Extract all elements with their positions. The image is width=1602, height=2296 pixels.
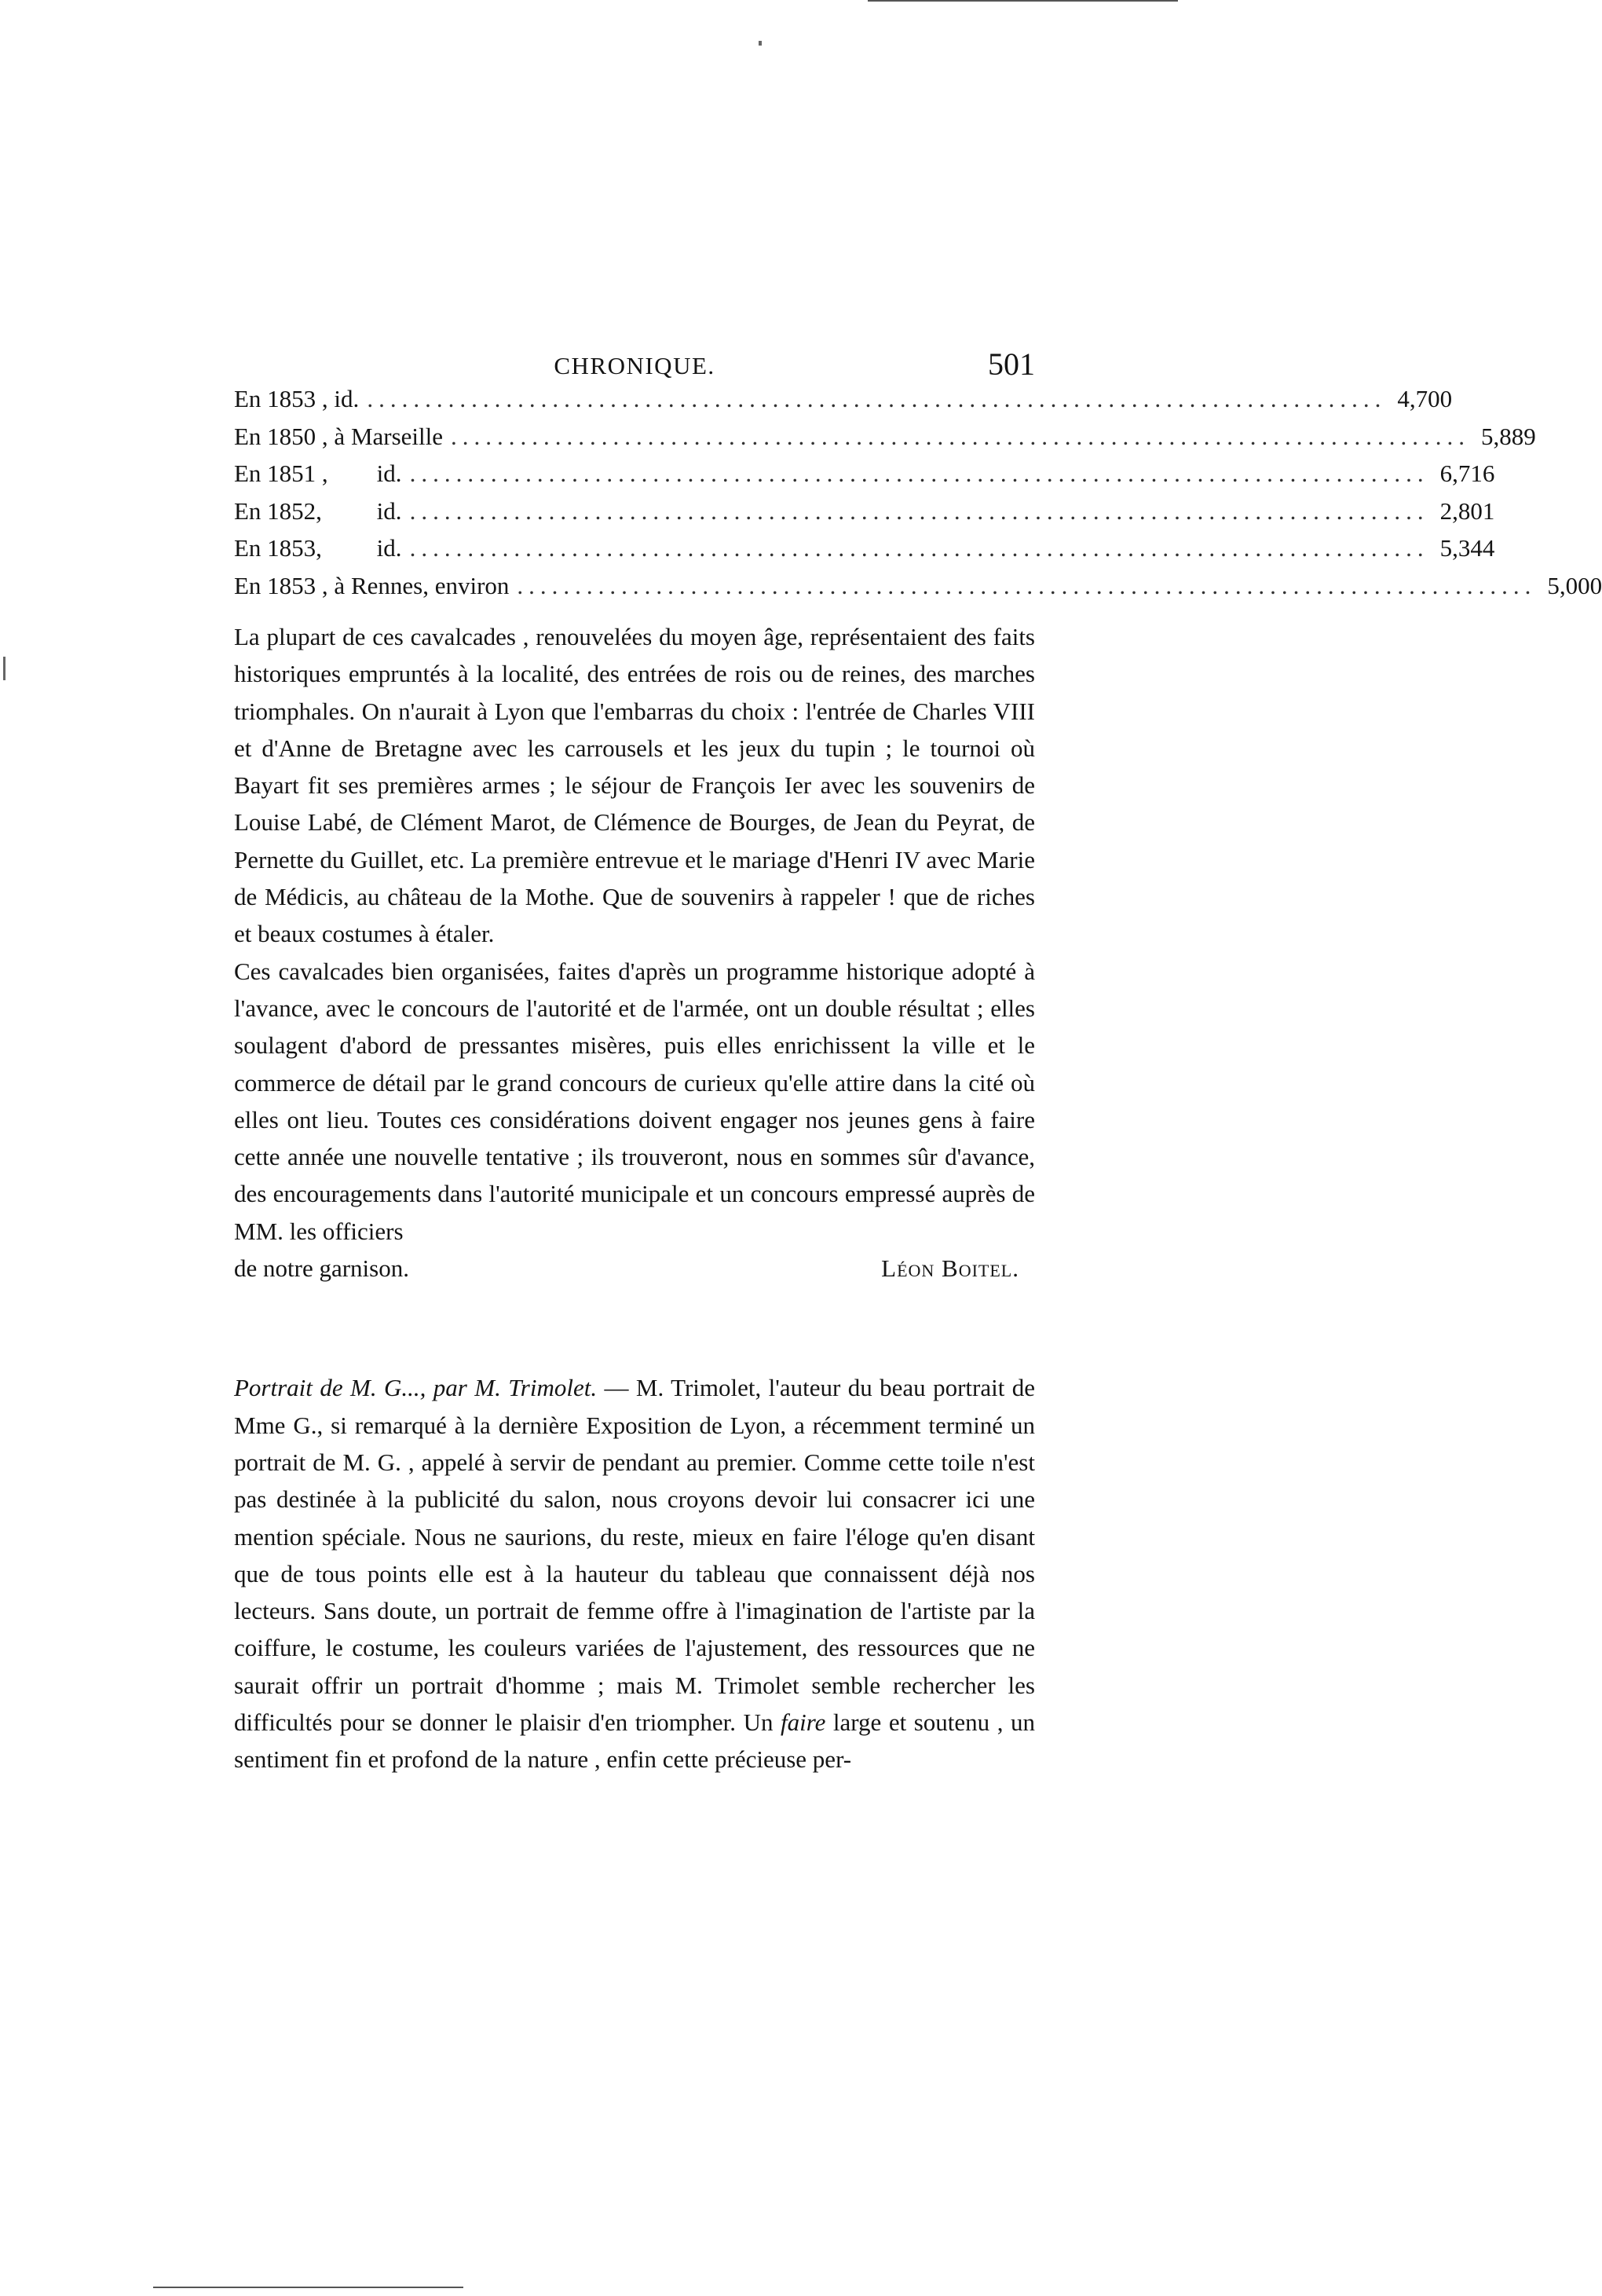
organization-paragraph: Ces cavalcades bien organisées, faites d'après un programme historique adopté à l'avance, avec le concours de l'autorité et de l'armée, ont un double résultat ; elles soulagent d'abord de pressantes misères, puis elles enrichissent la ville et le commerce de détail par le grand concours de curieux qu'elle attire dans la cité où elles ont lieu. Toutes ces considérations doivent engager nos jeunes gens à faire cette année une nouvelle tentative ; ils trouveront, nous en sommes sûr d'avance, des encouragements dans l'autorité municipale et un concours empressé auprès de MM. les officiers <box>234 957 1035 1245</box>
statistics-value: 2,801 <box>1439 496 1495 525</box>
scan-speck-margin <box>3 657 5 680</box>
statistics-value: 6,716 <box>1439 460 1495 487</box>
book-page <box>234 338 1602 1778</box>
dot-leader: ........................................................................................ <box>367 385 1387 412</box>
dot-leader: ........................................................................................ <box>451 422 1471 450</box>
statistics-label: En 1853, id. <box>234 534 402 562</box>
statistics-row <box>234 385 1453 423</box>
statistics-row <box>234 460 1495 497</box>
article-lead: Portrait de M. G..., par M. Trimolet. <box>234 1374 598 1402</box>
scan-speck-top <box>759 41 762 46</box>
statistics-value: 4,700 <box>1397 385 1453 412</box>
statistics-list <box>234 385 1602 609</box>
author-signature: Léon Boitel. <box>881 1254 1019 1283</box>
statistics-row <box>234 422 1536 460</box>
article-body-start: — M. Trimolet, l'auteur du beau portrait de Mme G., si remarqué à la dernière Exposition de Lyon, a récemment terminé un portrait de M. G. , appelé à servir de pendant au premier. Comme cette toile n'est pas destinée à la publicité du salon, nous croyons devoir lui consacrer ici une mention spéciale. Nous ne saurions, du reste, mieux en faire l'éloge qu'en disant que de tous points elle est à la hauteur du tableau que connaissent déjà nos lecteurs. Sans doute, un portrait de femme offre à l'imagination de l'artiste par la coiffure, le costume, les couleurs variées de l'ajustement, des ressources que ne saurait offrir un portrait d'homme ; mais M. Trimolet semble rechercher les difficultés pour se donner le plaisir d'en triompher. Un <box>234 1374 1035 1737</box>
statistics-row <box>234 571 1602 610</box>
statistics-label: En 1850 , à Marseille <box>234 422 444 450</box>
dot-leader: ........................................................................................ <box>409 496 1429 525</box>
bottom-scan-rule <box>153 2287 463 2288</box>
statistics-value: 5,889 <box>1481 422 1536 450</box>
article-body-end: large et soutenu , un sentiment fin et profond de la nature , enfin cette précieuse per- <box>234 1708 1035 1774</box>
dot-leader: ........................................................................................ <box>517 571 1537 599</box>
statistics-row <box>234 534 1495 572</box>
portrait-article <box>234 1369 1035 1778</box>
closing-text: de notre garnison. <box>234 1254 409 1283</box>
dot-leader: ........................................................................................ <box>409 460 1429 487</box>
running-title: CHRONIQUE. <box>554 352 715 379</box>
statistics-label: En 1853 , id. <box>234 385 360 412</box>
statistics-row <box>234 496 1495 535</box>
running-head <box>234 338 1035 385</box>
page-number: 501 <box>988 346 1035 382</box>
cavalcades-paragraph: La plupart de ces cavalcades , renouvelées du moyen âge, représentaient des faits historiques empruntés à la localité, des entrées de rois ou de reines, des marches triomphales. On n'aurait à Lyon que l'embarras du choix : l'entrée de Charles VIII et d'Anne de Bretagne avec les carrousels et les jeux du tupin ; le tournoi où Bayart fit ses premières armes ; le séjour de François Ier avec les souvenirs de Louise Labé, de Clément Marot, de Clémence de Bourges, de Jean du Peyrat, de Pernette du Guillet, etc. La première entrevue et le mariage d'Henri IV avec Marie de Médicis, au château de la Mothe. Que de souvenirs à rappeler ! que de riches et beaux costumes à étaler. <box>234 623 1035 948</box>
emphasis-word: faire <box>780 1708 826 1737</box>
dot-leader: ........................................................................................ <box>409 534 1429 562</box>
statistics-label: En 1853 , à Rennes, environ <box>234 571 510 599</box>
top-scan-rule <box>868 0 1178 2</box>
statistics-value: 5,344 <box>1439 534 1495 562</box>
statistics-label: En 1852, id. <box>234 496 402 525</box>
statistics-label: En 1851 , id. <box>234 460 402 487</box>
statistics-value: 5,000 <box>1547 571 1602 599</box>
closing-line <box>234 1250 1035 1287</box>
